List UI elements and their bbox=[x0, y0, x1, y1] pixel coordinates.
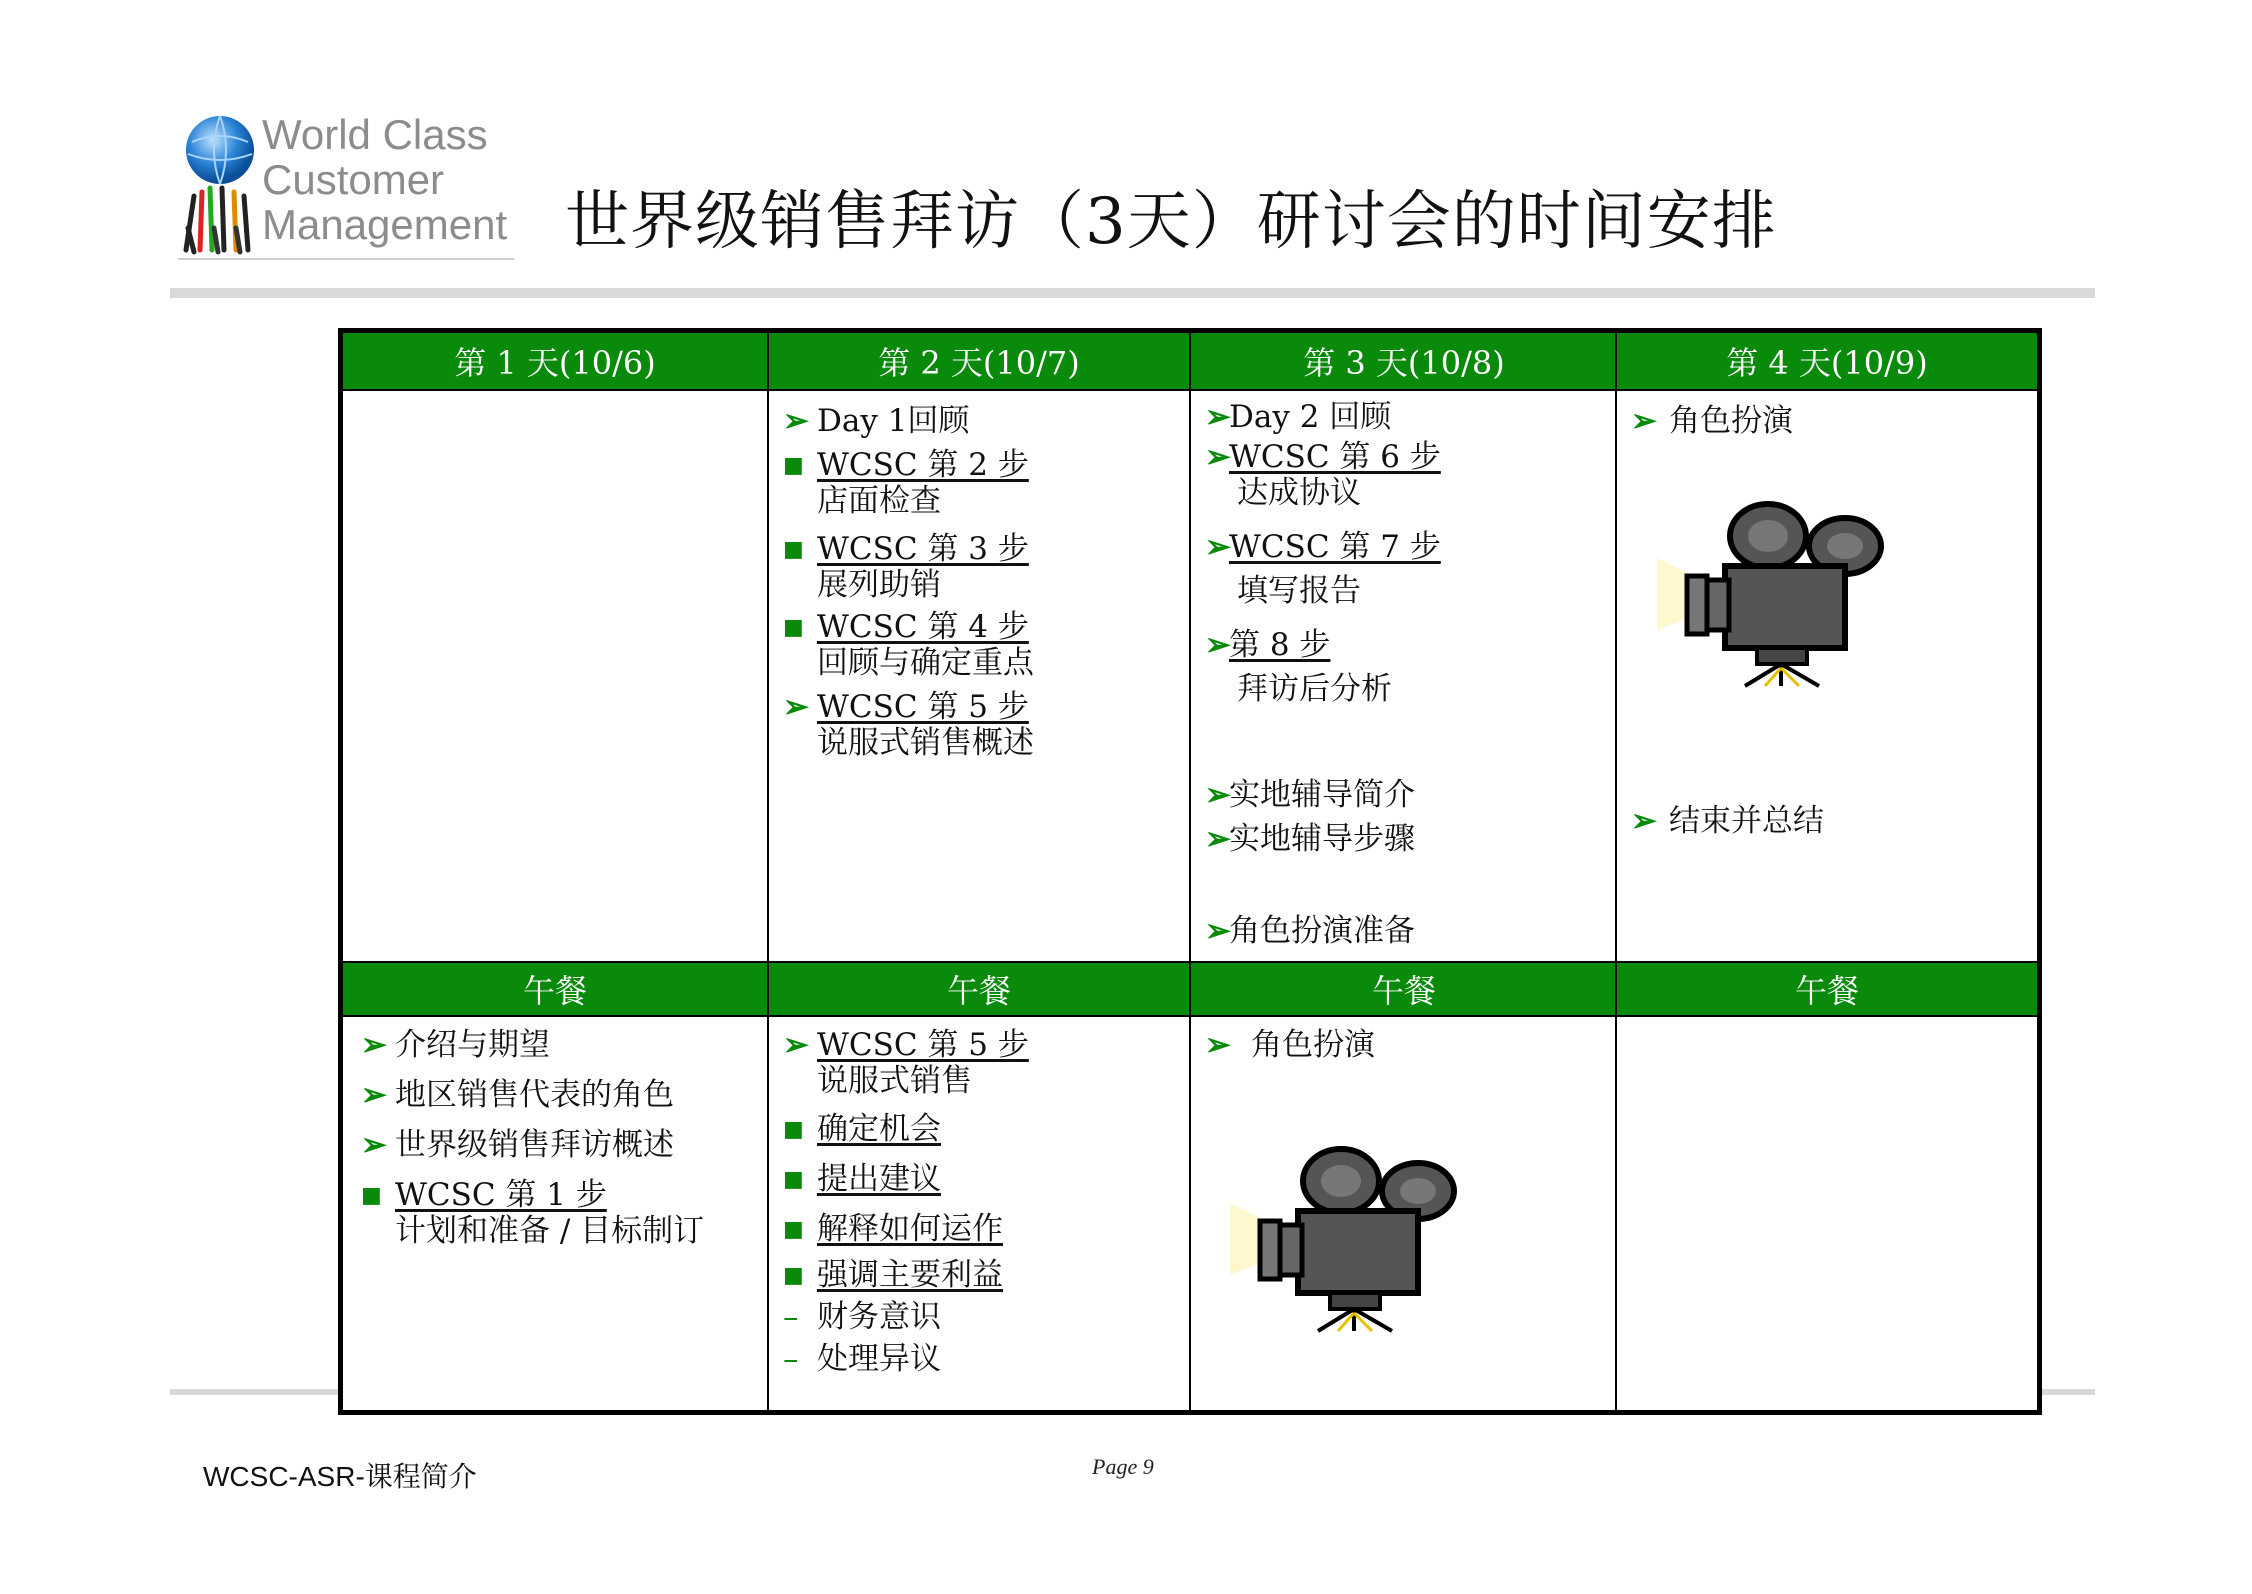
list-item: ■ 提出建议 bbox=[783, 1161, 941, 1197]
list-item: ■ 确定机会 bbox=[783, 1111, 941, 1147]
logo-line-3: Management bbox=[262, 201, 508, 248]
logo-underline bbox=[178, 258, 514, 260]
arrow-bullet-icon: ➢ bbox=[783, 689, 809, 725]
schedule-table bbox=[338, 328, 2042, 1415]
arrow-bullet-icon: ➢ bbox=[1205, 1027, 1231, 1063]
logo-wordmark bbox=[262, 112, 507, 247]
lunch-1: 午餐 bbox=[522, 972, 587, 1010]
list-item: ➢ WCSC 第 5 步 说服式销售概述 bbox=[783, 689, 1034, 761]
square-bullet-icon: ■ bbox=[361, 1182, 382, 1208]
logo-line-1: World Class bbox=[262, 111, 488, 158]
square-bullet-icon: ■ bbox=[783, 536, 804, 562]
day-3-header: 第 3 天(10/8) bbox=[1303, 344, 1505, 382]
list-item: ➢实地辅导简介 bbox=[1205, 777, 1415, 813]
list-item: ➢ 角色扮演 bbox=[1205, 1027, 1375, 1063]
dash-bullet-icon: – bbox=[783, 1341, 799, 1377]
list-item: ➢实地辅导步骤 bbox=[1205, 821, 1415, 857]
arrow-bullet-icon: ➢ bbox=[1205, 821, 1231, 857]
arrow-bullet-icon: ➢ bbox=[1631, 403, 1657, 439]
square-bullet-icon: ■ bbox=[783, 1262, 804, 1288]
list-item: ➢Day 2 回顾 bbox=[1205, 399, 1392, 435]
arrow-bullet-icon: ➢ bbox=[361, 1077, 387, 1113]
arrow-bullet-icon: ➢ bbox=[1205, 399, 1231, 435]
column-divider bbox=[767, 333, 769, 1410]
list-item: ➢第 8 步 拜访后分析 bbox=[1205, 627, 1392, 707]
list-item: ■ 强调主要利益 bbox=[783, 1257, 1003, 1293]
square-bullet-icon: ■ bbox=[783, 452, 804, 478]
movie-camera-icon bbox=[1226, 1143, 1466, 1333]
list-item: ➢ 介绍与期望 bbox=[361, 1027, 550, 1063]
top-divider bbox=[170, 288, 2095, 298]
arrow-bullet-icon: ➢ bbox=[1205, 777, 1231, 813]
list-item: ➢ 角色扮演 bbox=[1631, 403, 1793, 439]
arrow-bullet-icon: ➢ bbox=[1205, 439, 1231, 475]
list-item: ➢WCSC 第 7 步 填写报告 bbox=[1205, 529, 1441, 609]
list-item: ■ 解释如何运作 bbox=[783, 1211, 1003, 1247]
square-bullet-icon: ■ bbox=[783, 1216, 804, 1242]
arrow-bullet-icon: ➢ bbox=[361, 1027, 387, 1063]
arrow-bullet-icon: ➢ bbox=[1205, 627, 1231, 663]
list-item: ➢WCSC 第 6 步 达成协议 bbox=[1205, 439, 1441, 511]
arrow-bullet-icon: ➢ bbox=[1205, 529, 1231, 565]
dash-bullet-icon: – bbox=[783, 1299, 799, 1335]
list-item: – 财务意识 bbox=[783, 1299, 941, 1335]
column-divider bbox=[1189, 333, 1191, 1410]
column-divider bbox=[1615, 333, 1617, 1410]
list-item: ■ WCSC 第 3 步 展列助销 bbox=[783, 531, 1029, 603]
logo-line-2: Customer bbox=[262, 156, 445, 203]
list-item: – 处理异议 bbox=[783, 1341, 941, 1377]
list-item: ➢角色扮演准备 bbox=[1205, 913, 1415, 949]
lunch-2: 午餐 bbox=[946, 972, 1011, 1010]
lunch-3: 午餐 bbox=[1371, 972, 1436, 1010]
day-2-header: 第 2 天(10/7) bbox=[878, 344, 1080, 382]
lunch-4: 午餐 bbox=[1794, 972, 1859, 1010]
list-item: ➢ 世界级销售拜访概述 bbox=[361, 1127, 674, 1163]
arrow-bullet-icon: ➢ bbox=[1631, 803, 1657, 839]
list-item: ➢ WCSC 第 5 步 说服式销售 bbox=[783, 1027, 1029, 1099]
day-1-header: 第 1 天(10/6) bbox=[454, 344, 656, 382]
page-number: Page 9 bbox=[1092, 1454, 1154, 1479]
square-bullet-icon: ■ bbox=[783, 1116, 804, 1142]
arrow-bullet-icon: ➢ bbox=[783, 403, 809, 439]
arrow-bullet-icon: ➢ bbox=[783, 1027, 809, 1063]
list-item: ■ WCSC 第 1 步 计划和准备 / 目标制订 bbox=[361, 1177, 705, 1249]
list-item: ■ WCSC 第 2 步 店面检查 bbox=[783, 447, 1029, 519]
list-item: ➢ 地区销售代表的角色 bbox=[361, 1077, 674, 1113]
list-item: ➢ 结束并总结 bbox=[1631, 803, 1824, 839]
arrow-bullet-icon: ➢ bbox=[361, 1127, 387, 1163]
day-4-header: 第 4 天(10/9) bbox=[1726, 344, 1928, 382]
list-item: ➢ Day 1回顾 bbox=[783, 403, 970, 439]
arrow-bullet-icon: ➢ bbox=[1205, 913, 1231, 949]
list-item: ■ WCSC 第 4 步 回顾与确定重点 bbox=[783, 609, 1034, 681]
square-bullet-icon: ■ bbox=[783, 1166, 804, 1192]
square-bullet-icon: ■ bbox=[783, 614, 804, 640]
page-title: 世界级销售拜访（3天）研讨会的时间安排 bbox=[565, 185, 1777, 259]
movie-camera-icon bbox=[1653, 498, 1893, 688]
footer-course-label: WCSC-ASR-课程简介 bbox=[203, 1461, 477, 1492]
